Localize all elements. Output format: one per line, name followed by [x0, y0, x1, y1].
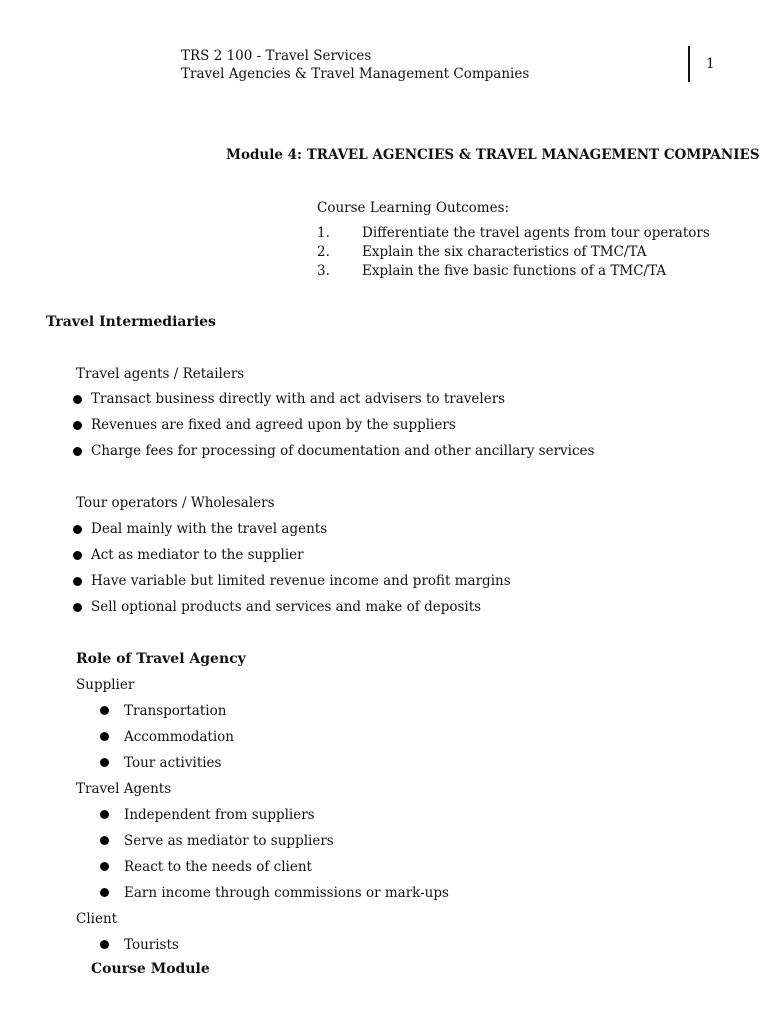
bullet-icon: [100, 836, 109, 845]
list-item: Act as mediator to the supplier: [91, 547, 304, 563]
list-item: Serve as mediator to suppliers: [124, 833, 334, 849]
bullet-icon: [73, 525, 82, 534]
bullet-icon: [73, 577, 82, 586]
bullet-icon: [73, 395, 82, 404]
header-divider: [688, 46, 690, 82]
module-title: Module 4: TRAVEL AGENCIES & TRAVEL MANAGEMENT COMPANIES: [226, 147, 760, 163]
bullet-icon: [73, 603, 82, 612]
list-item: Tourists: [124, 937, 179, 953]
list-item: Sell optional products and services and make of deposits: [91, 599, 482, 615]
bullet-icon: [100, 888, 109, 897]
travel-agents-role-label: Travel Agents: [76, 781, 172, 797]
list-item: Have variable but limited revenue income and profit margins: [91, 573, 511, 589]
bullet-icon: [100, 810, 109, 819]
list-item: Transact business directly with and act advisers to travelers: [91, 391, 506, 407]
bullet-icon: [100, 940, 109, 949]
outcome-text: Differentiate the travel agents from tour operators: [362, 225, 710, 241]
outcome-text: Explain the six characteristics of TMC/TA: [362, 244, 647, 260]
list-item: Revenues are fixed and agreed upon by the suppliers: [91, 417, 456, 433]
header-course-line: TRS 2 100 - Travel Services: [181, 48, 372, 64]
bullet-icon: [100, 732, 109, 741]
list-item: Deal mainly with the travel agents: [91, 521, 328, 537]
travel-agents-label: Travel agents / Retailers: [76, 366, 245, 382]
outcome-text: Explain the five basic functions of a TMC/TA: [362, 263, 667, 279]
list-item: Charge fees for processing of documentation and other ancillary services: [91, 443, 595, 459]
footer-course-module: Course Module: [91, 961, 210, 977]
page-number: 1: [706, 56, 715, 72]
bullet-icon: [100, 706, 109, 715]
list-item: Accommodation: [124, 729, 234, 745]
section-heading-role: Role of Travel Agency: [76, 651, 246, 667]
list-item: Tour activities: [124, 755, 222, 771]
outcome-number: 2.: [317, 244, 330, 260]
outcomes-heading: Course Learning Outcomes:: [317, 200, 510, 216]
tour-operators-label: Tour operators / Wholesalers: [76, 495, 275, 511]
list-item: Transportation: [124, 703, 227, 719]
bullet-icon: [100, 862, 109, 871]
outcome-number: 3.: [317, 263, 330, 279]
client-label: Client: [76, 911, 118, 927]
bullet-icon: [73, 551, 82, 560]
list-item: Independent from suppliers: [124, 807, 315, 823]
outcome-number: 1.: [317, 225, 330, 241]
section-heading-intermediaries: Travel Intermediaries: [46, 314, 216, 330]
bullet-icon: [73, 421, 82, 430]
list-item: Earn income through commissions or mark-ups: [124, 885, 449, 901]
list-item: React to the needs of client: [124, 859, 312, 875]
bullet-icon: [73, 447, 82, 456]
bullet-icon: [100, 758, 109, 767]
header-subtitle-line: Travel Agencies & Travel Management Companies: [181, 66, 530, 82]
supplier-label: Supplier: [76, 677, 135, 693]
